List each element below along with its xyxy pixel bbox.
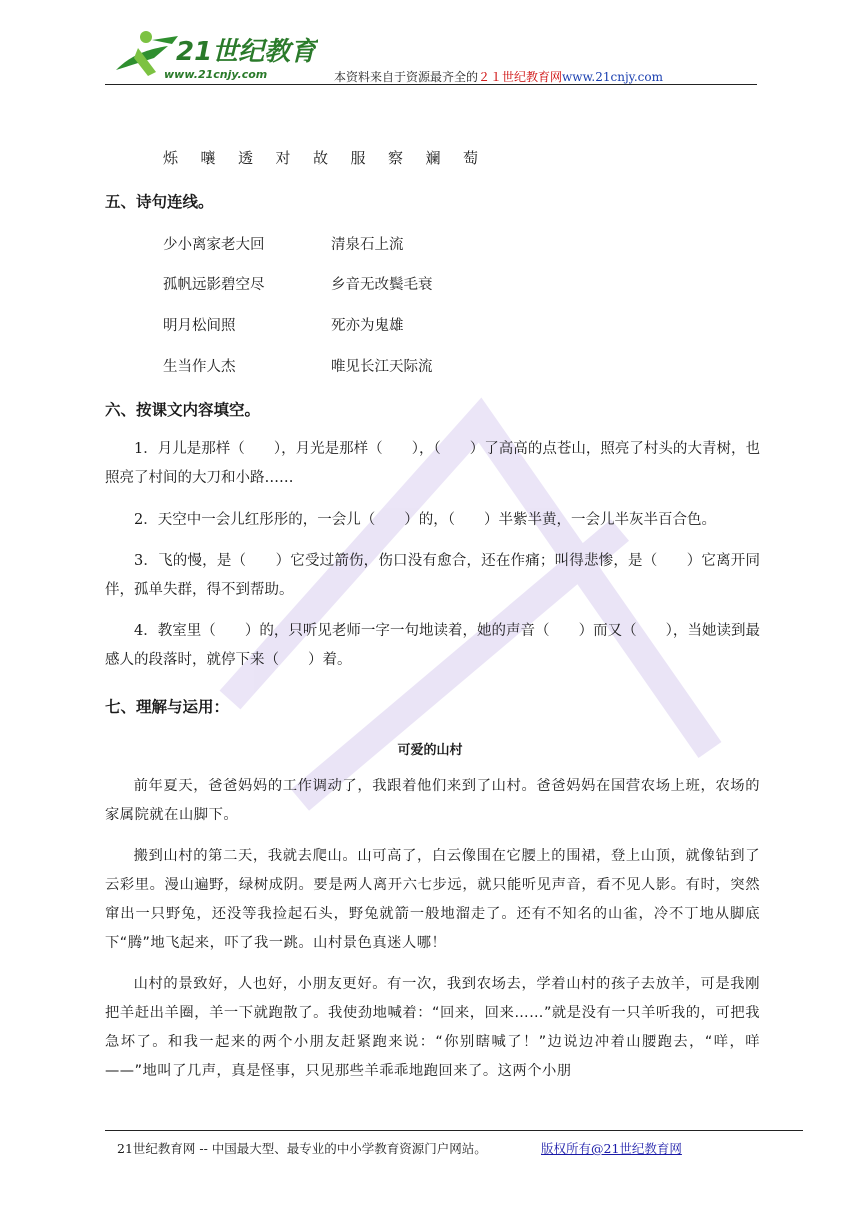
header-note: 本资料来自于资源最齐全的２１世纪教育网www.21cnjy.com (334, 70, 663, 84)
footer-copyright-link[interactable]: 版权所有@21世纪教育网 (541, 1141, 682, 1156)
svg-text:www.21cnjy.com: www.21cnjy.com (164, 68, 268, 81)
section-6-title: 六、按课文内容填空。 (105, 401, 261, 419)
header-url-link[interactable]: www.21cnjy.com (562, 70, 663, 84)
poem-left-4: 生当作人杰 (163, 359, 236, 375)
story-paragraph-1: 前年夏天，爸爸妈妈的工作调动了，我跟着他们来到了山村。爸爸妈妈在国营农场上班，农场的家属院就在山脚下。 (105, 778, 760, 823)
story-paragraph-3: 山村的景致好，人也好，小朋友更好。有一次，我到农场去，学着山村的孩子去放羊，可是我刚把羊赶出羊圈，羊一下就跑散了。我使劲地喊着：“回来，回来……”就是没有一只羊听我的，可把我急坏了。和我一起来的两个小朋友赶紧跑来说：“你别瞎喊了！”边说边冲着山腰跑去，“咩，咩——”地叫了几声，真是怪事，只见那些羊乖乖地跑回来了。这两个小朋 (105, 976, 760, 1079)
poem-right-3: 死亦为鬼雄 (331, 318, 404, 334)
fill-blank-4: 4．教室里（ ）的，只听见老师一字一句地读着，她的声音（ ）而又（ ），当她读到最感人的段落时，就停下来（ ）着。 (105, 623, 760, 668)
poem-left-3: 明月松间照 (163, 318, 236, 334)
header-divider (105, 84, 757, 85)
poem-right-1: 清泉石上流 (331, 237, 404, 253)
poem-right-2: 乡音无改鬓毛衰 (331, 277, 433, 293)
footer-text: 21世纪教育网 -- 中国最大型、最专业的中小学教育资源门户网站。 (117, 1141, 487, 1156)
story-title: 可爱的山村 (397, 743, 463, 758)
fill-blank-2: 2．天空中一会儿红彤彤的，一会儿（ ）的，（ ）半紫半黄，一会儿半灰半百合色。 (134, 512, 716, 528)
poem-left-2: 孤帆远影碧空尽 (163, 277, 265, 293)
character-list: 烁 嚷 透 对 故 服 察 斓 萄 (163, 149, 479, 167)
section-7-title: 七、理解与运用： (105, 698, 230, 716)
fill-blank-1: 1．月儿是那样（ ），月光是那样（ ），（ ）了高高的点苍山，照亮了村头的大青树，也照亮了村间的大刀和小路…… (105, 441, 760, 486)
footer-divider (105, 1130, 803, 1131)
site-logo (108, 28, 318, 86)
poem-left-1: 少小离家老大回 (163, 237, 265, 253)
svg-text:21世纪教育: 21世纪教育 (176, 37, 317, 67)
poem-right-4: 唯见长江天际流 (331, 359, 433, 375)
fill-blank-3: 3．飞的慢，是（ ）它受过箭伤，伤口没有愈合，还在作痛；叫得悲惨，是（ ）它离开同伴，孤单失群，得不到帮助。 (105, 553, 760, 598)
story-paragraph-2: 搬到山村的第二天，我就去爬山。山可高了，白云像围在它腰上的围裙，登上山顶，就像钻到了云彩里。漫山遍野，绿树成阴。要是两人离开六七步远，就只能听见声音，看不见人影。有时，突然窜出一只野兔，还没等我捡起石头，野兔就箭一般地溜走了。还有不知名的山雀，冷不丁地从脚底下“腾”地飞起来，吓了我一跳。山村景色真迷人哪！ (105, 848, 760, 951)
section-5-title: 五、诗句连线。 (105, 193, 214, 211)
